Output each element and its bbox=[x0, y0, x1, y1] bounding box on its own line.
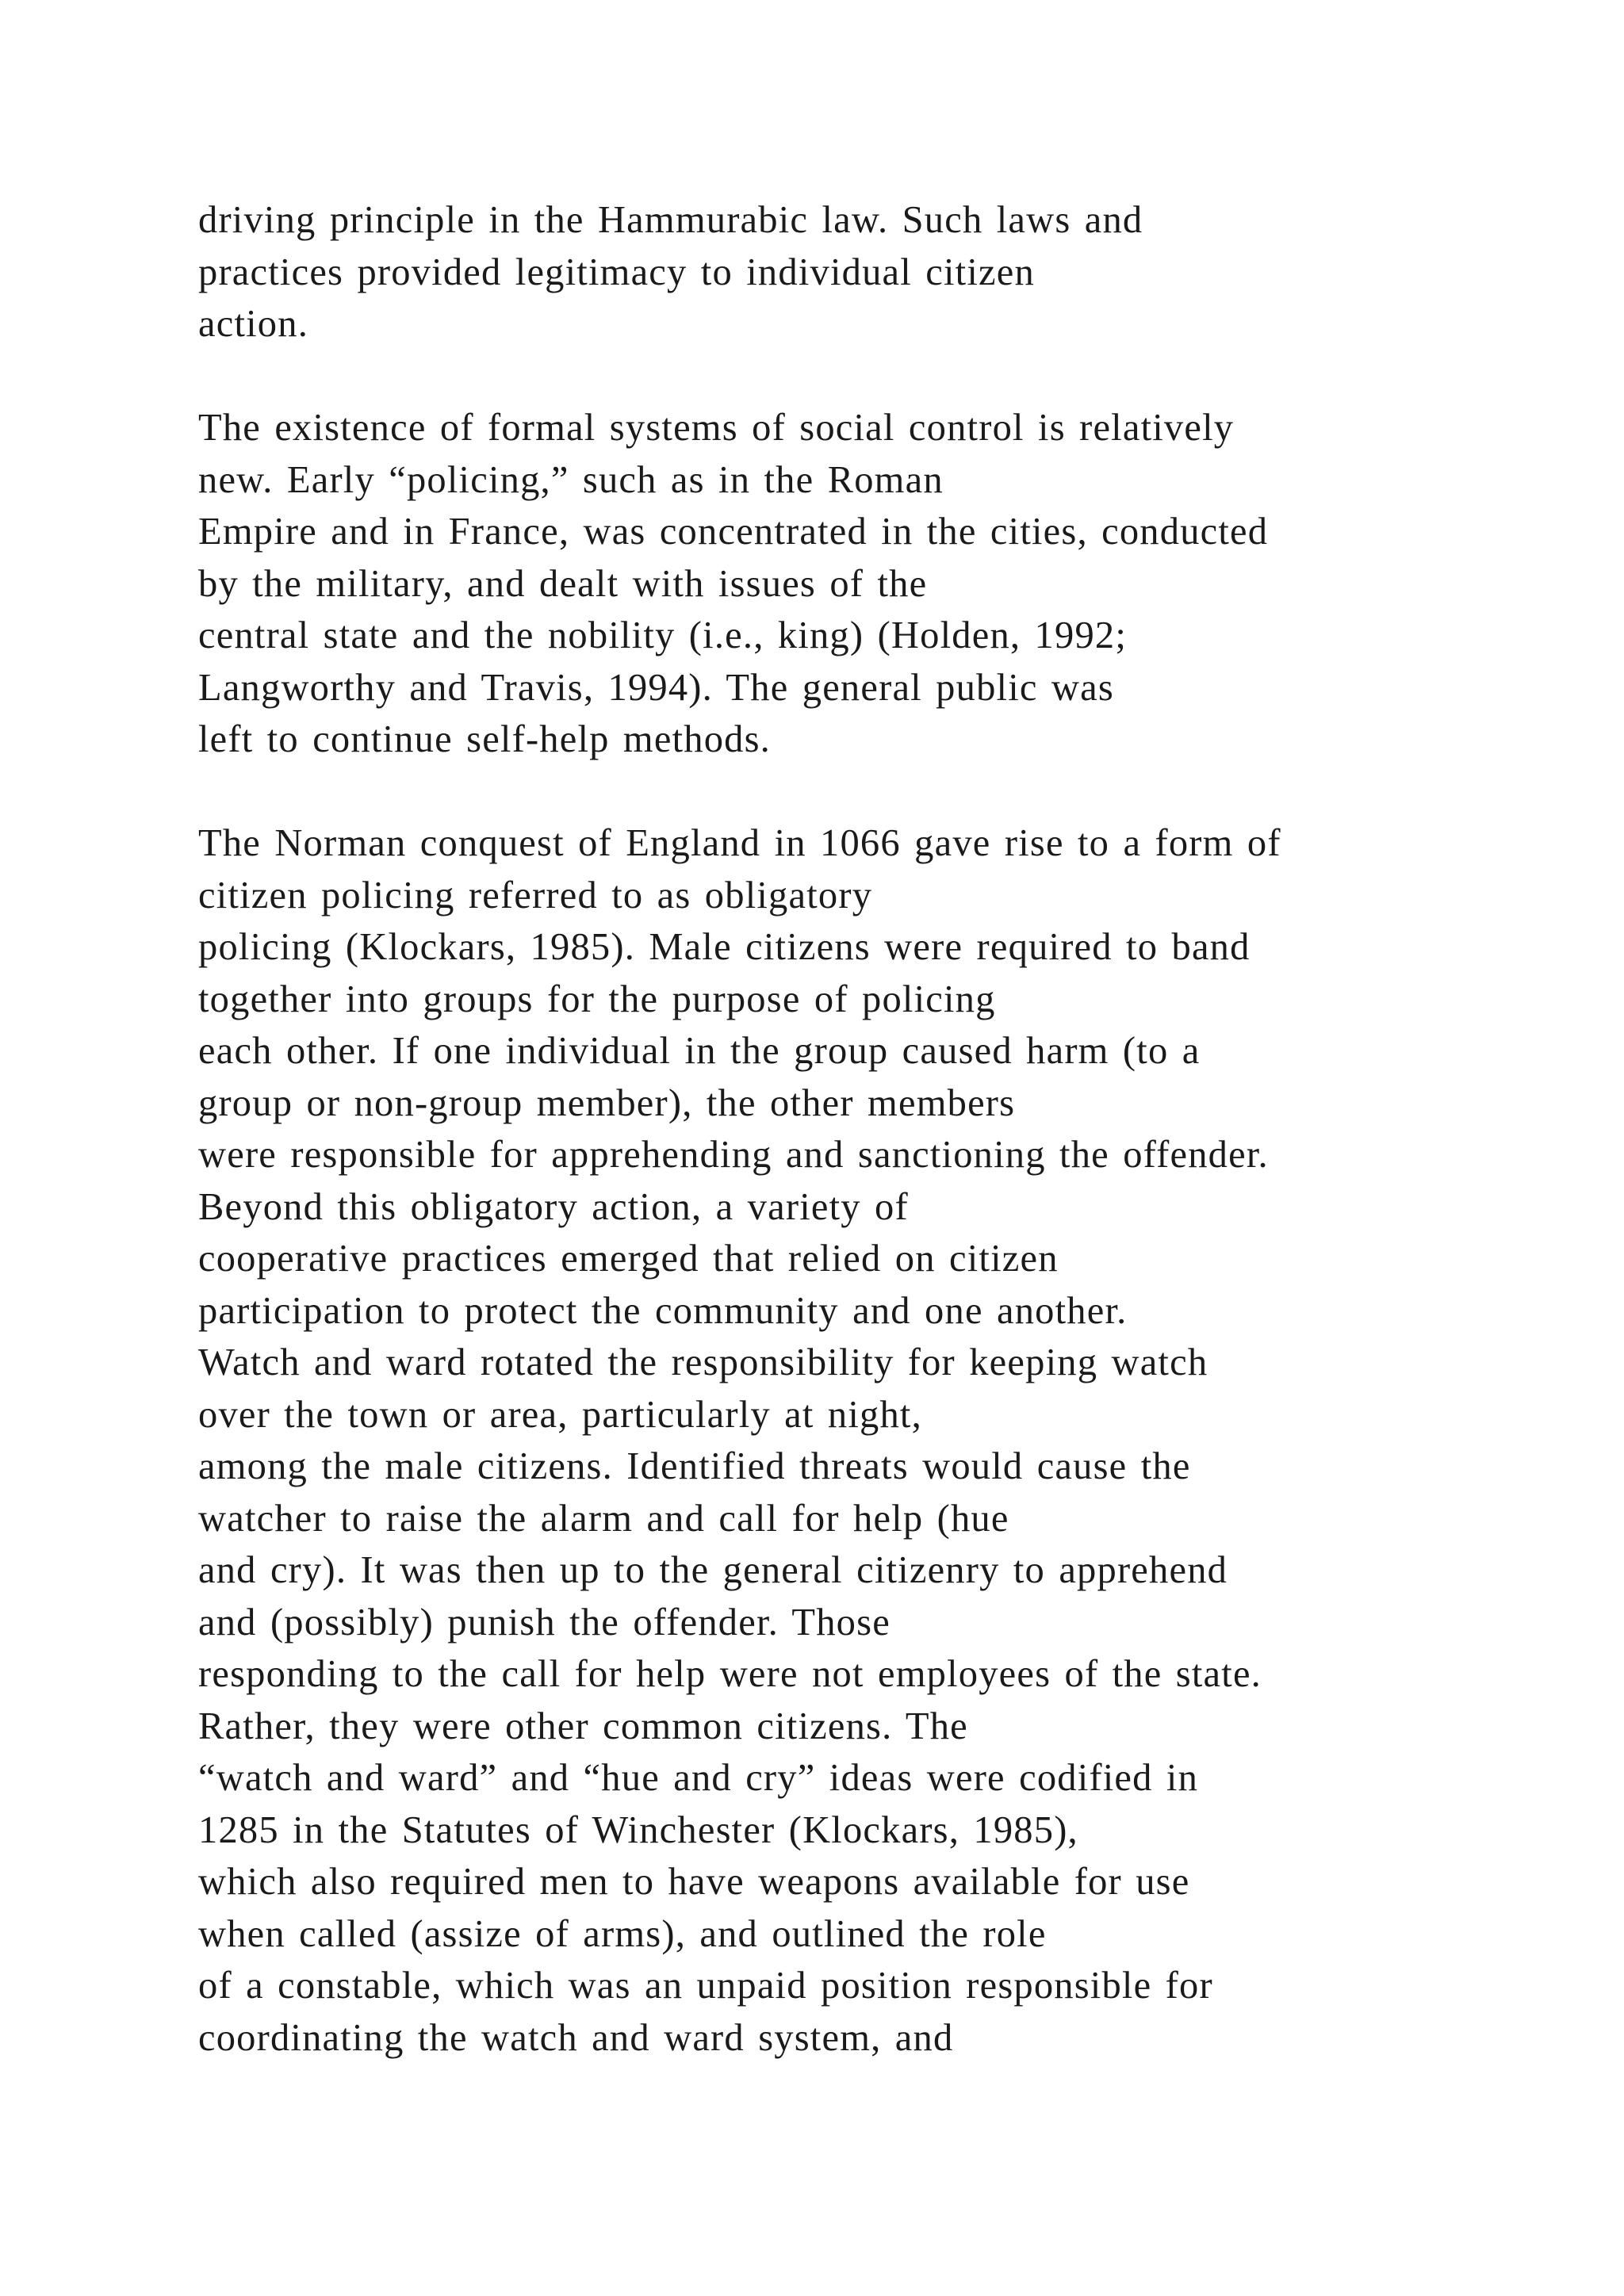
text-line: Watch and ward rotated the responsibility for keeping watch bbox=[198, 1341, 1208, 1383]
text-line: when called (assize of arms), and outlined the role bbox=[198, 1912, 1047, 1955]
paragraph bbox=[198, 402, 1507, 766]
body-text bbox=[198, 194, 1507, 2116]
paragraph bbox=[198, 817, 1507, 2064]
text-line: group or non-group member), the other members bbox=[198, 1081, 1016, 1124]
text-line: coordinating the watch and ward system, and bbox=[198, 2016, 954, 2059]
text-line: Langworthy and Travis, 1994). The general public was bbox=[198, 666, 1114, 709]
text-line: practices provided legitimacy to individual citizen bbox=[198, 251, 1035, 293]
text-line: were responsible for apprehending and sanctioning the offender. bbox=[198, 1134, 1269, 1176]
text-line: new. Early “policing,” such as in the Roman bbox=[198, 458, 944, 501]
text-line: watcher to raise the alarm and call for help (hue bbox=[198, 1497, 1009, 1540]
text-line: participation to protect the community and one another. bbox=[198, 1289, 1128, 1332]
text-line: and cry). It was then up to the general citizenry to apprehend bbox=[198, 1549, 1228, 1591]
text-line: each other. If one individual in the group caused harm (to a bbox=[198, 1030, 1201, 1072]
text-line: 1285 in the Statutes of Winchester (Klockars, 1985), bbox=[198, 1808, 1078, 1851]
text-line: Rather, they were other common citizens. The bbox=[198, 1705, 968, 1747]
text-line: central state and the nobility (i.e., king) (Holden, 1992; bbox=[198, 614, 1128, 656]
text-line: which also required men to have weapons available for use bbox=[198, 1861, 1190, 1903]
text-line: citizen policing referred to as obligatory bbox=[198, 874, 873, 916]
text-line: The Norman conquest of England in 1066 gave rise to a form of bbox=[198, 822, 1281, 864]
text-line: among the male citizens. Identified threats would cause the bbox=[198, 1445, 1191, 1487]
text-line: responding to the call for help were not employees of the state. bbox=[198, 1653, 1262, 1695]
text-line: by the military, and dealt with issues of the bbox=[198, 562, 928, 605]
text-line: “watch and ward” and “hue and cry” ideas were codified in bbox=[198, 1757, 1199, 1799]
text-line: together into groups for the purpose of policing bbox=[198, 978, 996, 1020]
text-line: Beyond this obligatory action, a variety of bbox=[198, 1185, 909, 1228]
text-line: left to continue self-help methods. bbox=[198, 718, 772, 760]
text-line: cooperative practices emerged that relied on citizen bbox=[198, 1238, 1059, 1280]
text-line: policing (Klockars, 1985). Male citizens were required to band bbox=[198, 926, 1251, 968]
text-line: over the town or area, particularly at night, bbox=[198, 1393, 922, 1436]
text-line: of a constable, which was an unpaid position responsible for bbox=[198, 1965, 1213, 2007]
text-line: action. bbox=[198, 303, 309, 345]
text-line: and (possibly) punish the offender. Those bbox=[198, 1601, 891, 1644]
text-line: driving principle in the Hammurabic law. Such laws and bbox=[198, 199, 1143, 241]
text-line: Empire and in France, was concentrated in the cities, conducted bbox=[198, 511, 1269, 553]
paragraph bbox=[198, 194, 1507, 350]
text-line: The existence of formal systems of social control is relatively bbox=[198, 407, 1235, 449]
